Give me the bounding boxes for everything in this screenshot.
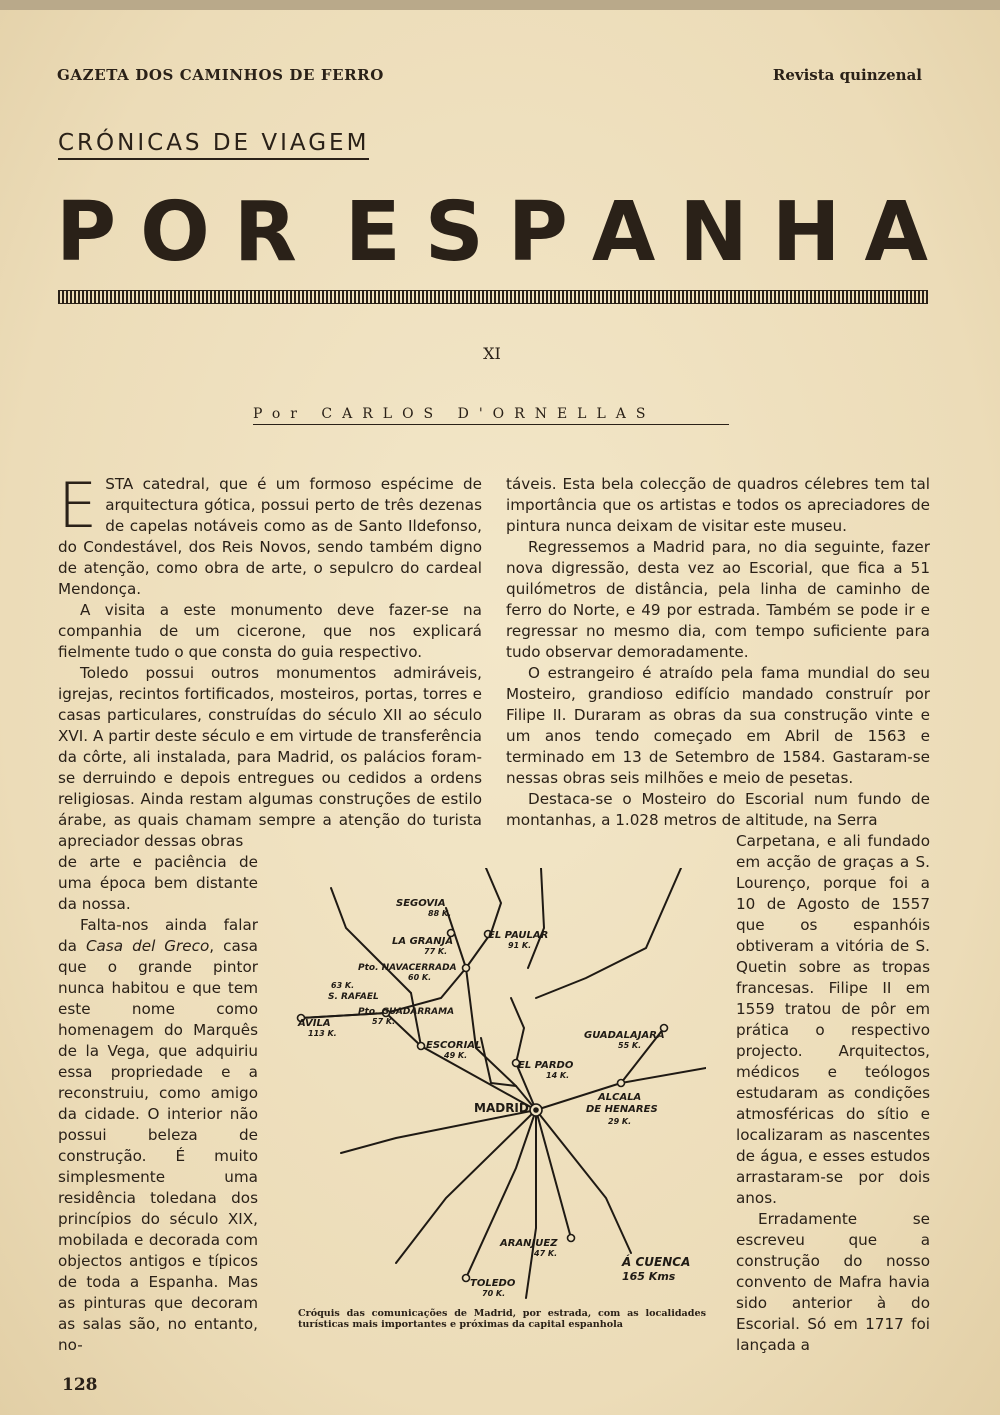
- road-aranjuez: [536, 1110, 571, 1238]
- map-km-granja: 77 K.: [424, 947, 448, 956]
- road-e-ring: [481, 1038, 516, 1086]
- road-paular: [466, 868, 501, 968]
- map-km-alcala: 29 K.: [608, 1117, 632, 1126]
- town-marker: [618, 1080, 625, 1087]
- paragraph: Toledo possui outros monumentos admiráveis, igrejas, recintos fortificados, mosteiros, portas, torres e casas particulares, construídas do século XII ao século XVI. A partir deste século e em virtude de transferência da côrte, ali instalada, para Madrid, os palácios foram-se derruindo e depois entregues ou cedidos a ordens religiosas. Ainda restam algumas construções de estilo árabe, as quais chamam sempre a atenção do turista apreciador dessas obras: [58, 664, 482, 850]
- publication-name: GAZETA DOS CAMINHOS DE FERRO: [57, 66, 384, 84]
- map-label-cuenca: Á CUENCA: [622, 1255, 691, 1269]
- road-pardo: [511, 998, 536, 1110]
- map-km-segovia: 88 K.: [428, 909, 452, 918]
- road-ne: [536, 868, 681, 998]
- town-marker: [463, 965, 470, 972]
- road-alcala: [621, 1068, 706, 1083]
- title-letter: R: [233, 185, 297, 280]
- paragraph: Regressemos a Madrid para, no dia seguinte, fazer nova digressão, desta vez ao Escorial, que fica a 51 quilómetros de distância, pela linha de caminho de ferro do Norte, e 49 por estrada. Também se pode ir e regressar no mesmo dia, com tempo suficiente para tudo observar demoradamente.: [506, 538, 930, 661]
- road-west: [341, 1110, 536, 1153]
- map-km-rafael: 63 K.: [331, 981, 355, 990]
- byline: Por CARLOS D'ORNELLAS: [253, 406, 729, 425]
- town-marker: [418, 1043, 425, 1050]
- road-n: [528, 868, 544, 968]
- title-letter: S: [424, 185, 484, 280]
- map-label-alcala-2: DE HENARES: [586, 1104, 658, 1115]
- paragraph-text: Falta-nos ainda falar da: [58, 916, 258, 955]
- paragraph: Destaca-se o Mosteiro do Escorial num fundo de montanhas, a 1.028 metros de altitude, na Serra: [506, 790, 930, 829]
- map-label-guadarrama: Pto. GUADARRAMA: [358, 1007, 455, 1017]
- map-km-cuenca: 165 Kms: [622, 1270, 676, 1283]
- map-km-guadalajara: 55 K.: [618, 1041, 642, 1050]
- map-label-granja: LA GRANJA: [392, 936, 454, 947]
- map-label-toledo: TOLEDO: [470, 1278, 516, 1289]
- title-letter: N: [679, 185, 748, 280]
- road-toledo: [466, 1110, 536, 1278]
- paragraph: táveis. Esta bela colecção de quadros célebres tem tal importância que os artistas e todos os apreciadores de pintura nunca deixam de visitar este museu.: [506, 475, 930, 535]
- map-label-escorial: ESCORIAL: [426, 1040, 482, 1051]
- map-caption: Cróquis das comunicações de Madrid, por estrada, com as localidades turísticas mais importantes e próximas da capital espanhola: [298, 1308, 706, 1330]
- title-letter: O: [140, 185, 210, 280]
- map-label-navacerrada: Pto. NAVACERRADA: [358, 963, 457, 973]
- map-label-aranjuez: ARANJUEZ: [500, 1238, 558, 1249]
- map-km-pardo: 14 K.: [546, 1071, 570, 1080]
- map-km-toledo: 70 K.: [482, 1289, 506, 1298]
- title-letter: A: [864, 185, 928, 280]
- drop-cap: E: [58, 469, 98, 542]
- road-south: [526, 1110, 536, 1298]
- paragraph-text: STA catedral, que é um formoso espécime de arquitectura gótica, possui perto de três dezenas de capelas notáveis como as de Santo Ildefonso, do Condestável, dos Reis Novos, sendo também digno de atenção, como obra de arte, o sepulcro do cardeal Mendonça.: [58, 475, 482, 598]
- title-letter: H: [771, 185, 841, 280]
- emphasis-text: Casa del Greco: [85, 937, 210, 955]
- map-km-paular: 91 K.: [508, 941, 532, 950]
- map-label-guadalajara: GUADALAJARA: [584, 1030, 665, 1041]
- paragraph: O estrangeiro é atraído pela fama mundial do seu Mosteiro, grandioso edifício mandado construír por Filipe II. Duraram as obras da sua construção vinte e um anos tendo começado em Abril de 1563 e terminado em 13 de Setembro de 1584. Gastaram-se nessas obras seis milhões e meio de pesetas.: [506, 664, 930, 787]
- road-cuenca: [536, 1110, 631, 1253]
- map-km-navacerrada: 60 K.: [408, 973, 432, 982]
- title-letter: E: [344, 185, 401, 280]
- page-number: 128: [62, 1375, 98, 1395]
- section-number: XI: [483, 344, 501, 363]
- town-marker: [463, 1275, 470, 1282]
- map-label-rafael: S. RAFAEL: [328, 992, 379, 1002]
- paragraph: A visita a este monumento deve fazer-se na companhia de um cicerone, que nos explicará fielmente tudo o que consta do guia respectivo.: [58, 601, 482, 661]
- paragraph: Carpetana, e ali fundado em acção de graças a S. Lourenço, porque foi a 10 de Agosto de 1557 que os espanhóis obtiveram a vitória de S. Quetin sobre as tropas francesas. Filipe II em 1559 tratou de pôr em prática o respectivo projecto. Arquitectos, médicos e teólogos estudaram as condições atmosféricas do sítio e localizaram as nascentes de água, e esses estudos arrastaram-se por dois anos.: [736, 832, 930, 1207]
- article-title: [56, 185, 928, 280]
- paragraph: [58, 469, 482, 600]
- map-label-avila: AVILA: [298, 1018, 331, 1029]
- article-kicker: CRÓNICAS DE VIAGEM: [58, 130, 369, 160]
- map-km-escorial: 49 K.: [444, 1051, 468, 1060]
- map-label-segovia: SEGOVIA: [396, 898, 446, 909]
- title-letter: P: [56, 185, 117, 280]
- map-km-aranjuez: 47 K.: [534, 1249, 558, 1258]
- map-label-alcala: ALCALA: [598, 1092, 642, 1103]
- paragraph: de arte e paciência de uma época bem distante da nossa.: [58, 853, 258, 913]
- title-rule: [58, 290, 928, 304]
- page-top-edge: [0, 0, 1000, 10]
- madrid-road-map: [286, 868, 706, 1308]
- map-label-pardo: EL PARDO: [518, 1060, 574, 1071]
- paragraph: [58, 915, 258, 1356]
- wrapped-text: [58, 852, 258, 1356]
- wrapped-text: [736, 831, 930, 1356]
- title-letter: A: [591, 185, 656, 280]
- map-km-guadarrama: 57 K.: [372, 1017, 396, 1026]
- map-label-paular: EL PAULAR: [488, 930, 549, 941]
- title-letter: P: [507, 185, 568, 280]
- paragraph-text: , casa que o grande pintor nunca habitou e que tem este nome como homenagem do Marquês de la Vega, que adquiriu essa propriedade e a reconstruiu, como amigo da cidade. O interior não possui beleza de construção. É muito simplesmente uma residência toledana dos princípios do século XIX, mobilada e decorada com objectos antigos e típicos de toda a Espanha. Mas as pinturas que decoram as salas são, no entanto, no-: [58, 937, 258, 1354]
- paragraph: Erradamente se escreveu que a construção do nosso convento de Mafra havia sido anterior à do Escorial. Só em 1717 foi lançada a: [736, 1210, 930, 1354]
- map-km-avila: 113 K.: [308, 1029, 337, 1038]
- town-marker: [568, 1235, 575, 1242]
- map-label-madrid: MADRID: [474, 1101, 529, 1115]
- publication-frequency: Revista quinzenal: [772, 66, 922, 84]
